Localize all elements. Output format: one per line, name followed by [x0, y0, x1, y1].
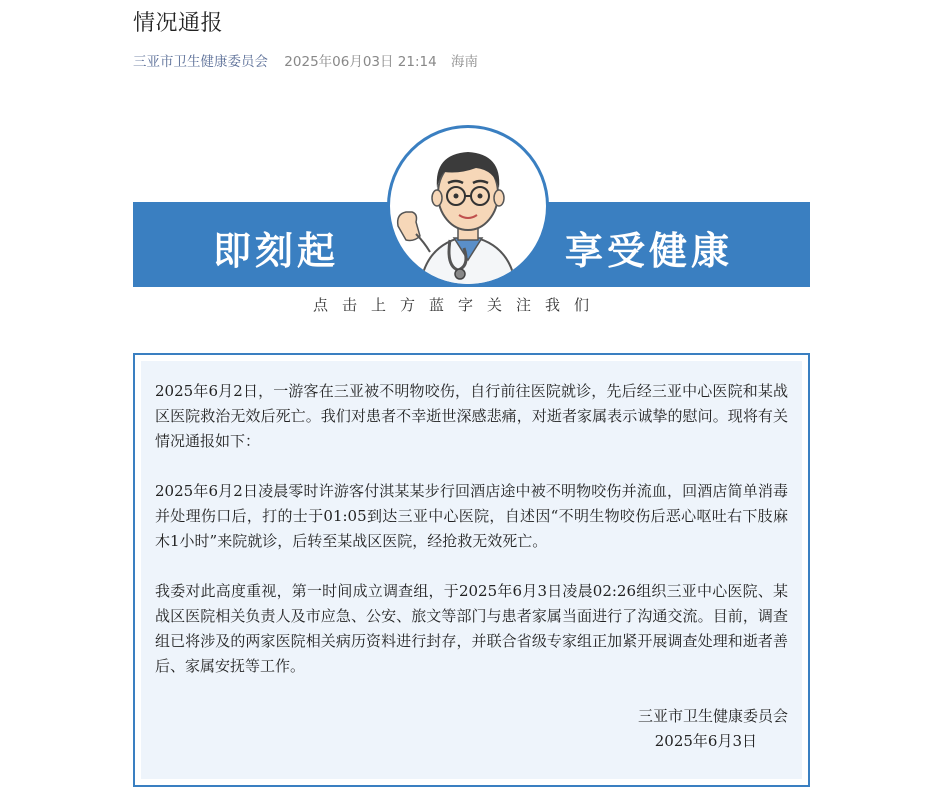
banner-slogan-left: 即刻起	[213, 229, 340, 273]
article-title: 情况通报	[133, 11, 224, 36]
doctor-icon	[390, 128, 546, 284]
notice-paragraph-1: 2025年6月2日，一游客在三亚被不明物咬伤，自行前往医院就诊，先后经三亚中心医院和某战区医院救治无效后死亡。我们对患者不幸逝世深感悲痛，对逝者家属表示诚挚的慰问。现将有关情况通报如下：	[155, 382, 788, 450]
account-name-link[interactable]: 三亚市卫生健康委员会	[133, 54, 268, 70]
notice-content	[141, 361, 802, 779]
notice-paragraph-2: 2025年6月2日凌晨零时许游客付淇某某步行回酒店途中被不明物咬伤并流血，回酒店简单消毒并处理伤口后，打的士于01:05到达三亚中心医院，自述因“不明生物咬伤后恶心呕吐右下肢麻木1小时”来院就诊，后转至某战区医院，经抢救无效死亡。	[155, 482, 788, 550]
banner-slogan-right: 享受健康	[565, 229, 734, 273]
publish-location: 海南	[451, 54, 479, 70]
signature-org: 三亚市卫生健康委员会	[637, 707, 788, 725]
notice-paragraph-3: 我委对此高度重视，第一时间成立调查组，于2025年6月3日凌晨02:26组织三亚中心医院、某战区医院相关负责人及市应急、公安、旅文等部门与患者家属当面进行了沟通交流。目前，调查组已将涉及的两家医院相关病历资料进行封存，并联合省级专家组正加紧开展调查处理和逝者善后、家属安抚等工作。	[155, 582, 788, 675]
doctor-avatar-illustration	[387, 125, 549, 287]
notice-signature	[155, 704, 788, 754]
notice-box	[133, 353, 810, 787]
follow-hint: 点击上方蓝字关注我们	[313, 296, 604, 314]
signature-date: 2025年6月3日	[654, 732, 757, 750]
publish-time: 2025年06月03日 21:14	[284, 54, 437, 70]
article-meta	[133, 50, 478, 70]
